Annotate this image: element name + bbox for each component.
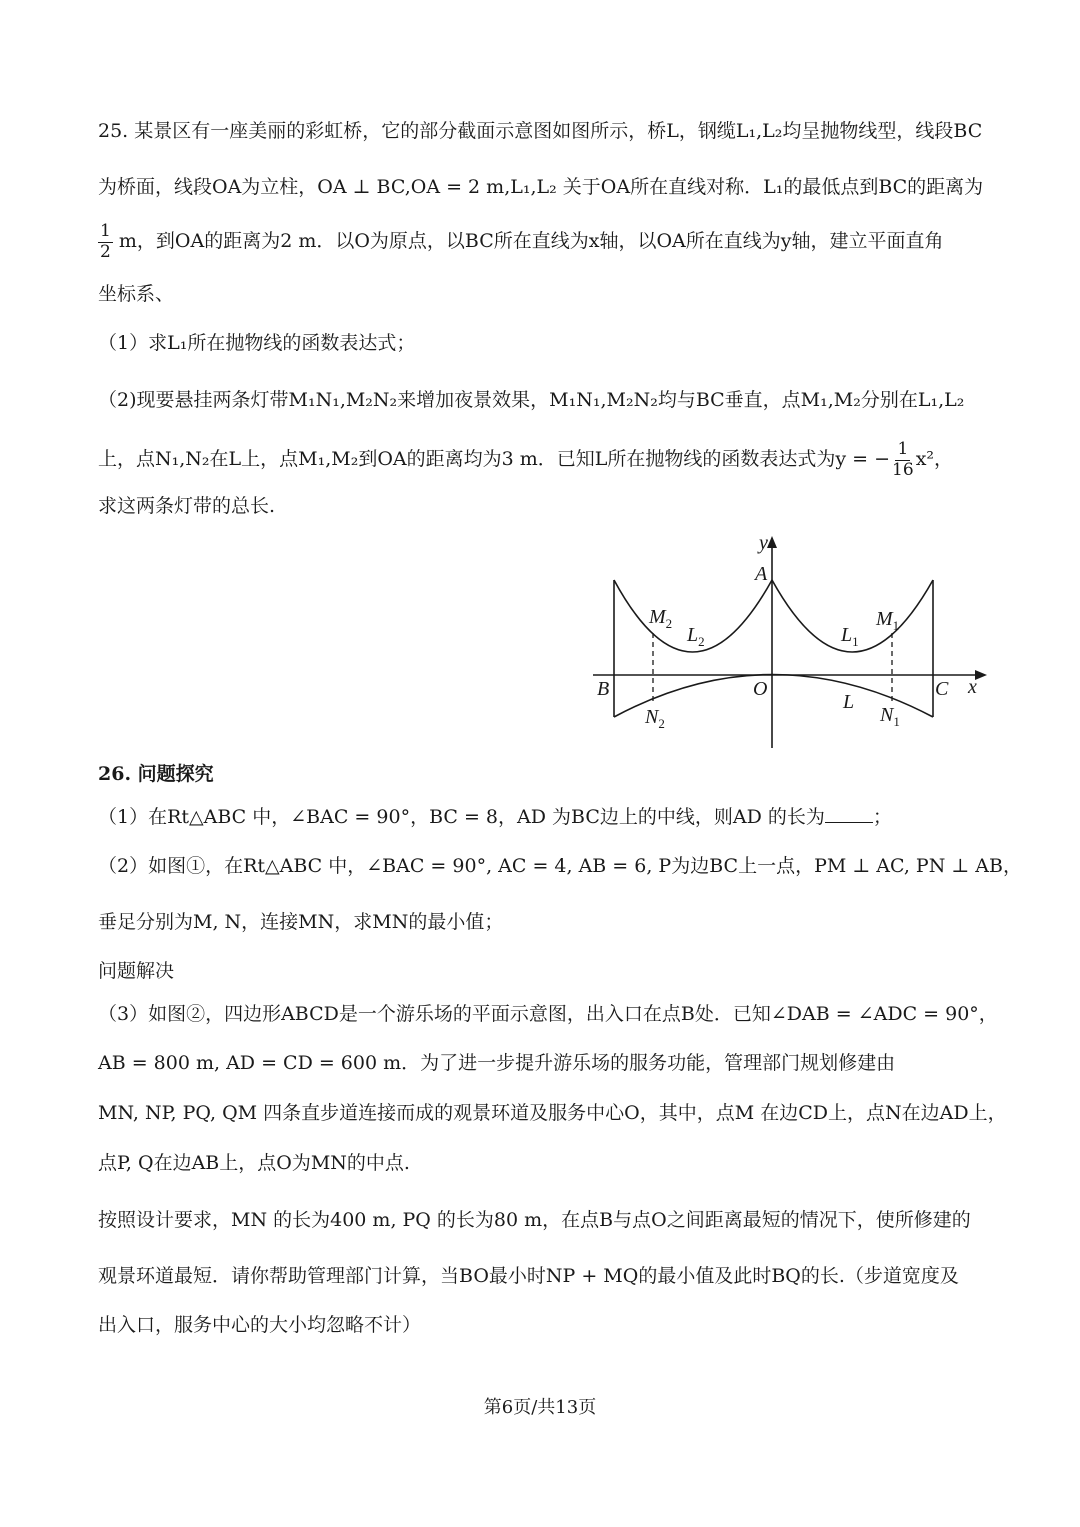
page-footer: 第6页/共13页	[483, 1397, 597, 1418]
q26-part1	[98, 808, 892, 827]
q26-part3-line2: AB = 800 m, AD = CD = 600 m．为了进一步提升游乐场的服务功能，管理部门规划修建由	[98, 1052, 896, 1074]
q25-line2: 为桥面，线段OA为立柱，OA ⊥ BC,OA = 2 m,L₁,L₂ 关于OA所在直线对称．L₁的最低点到BC的距离为	[98, 176, 984, 198]
label-x: x	[968, 676, 977, 698]
q25-line1: 25. 某景区有一座美丽的彩虹桥，它的部分截面示意图如图所示，桥L，钢缆L₁,L₂均呈抛物线型，线段BC	[98, 120, 983, 142]
q25-line4: 坐标系、	[98, 283, 175, 305]
q26-part3-line4: 点P, Q在边AB上，点O为MN的中点.	[98, 1152, 410, 1174]
q25-part1: （1）求L₁所在抛物线的函数表达式；	[98, 332, 416, 354]
fraction-one-half: $\frac{1}{2}$	[100, 221, 111, 262]
q26-part2-line1: （2）如图①，在Rt△ABC 中，∠BAC = 90°, AC = 4, AB = 6, P为边BC上一点，PM ⊥ AC, PN ⊥ AB，	[98, 855, 1022, 877]
q25-part2-line1: （2)现要悬挂两条灯带M₁N₁,M₂N₂来增加夜景效果，M₁N₁,M₂N₂均与BC垂直，点M₁,M₂分别在L₁,L₂	[98, 389, 965, 411]
q25-part2-line2	[98, 440, 953, 480]
q26-part1-tail: ；	[872, 806, 892, 828]
q26-part1-text: （1）在Rt△ABC 中，∠BAC = 90°，BC = 8，AD 为BC边上的中线，则AD 的长为	[98, 806, 825, 828]
bridge-diagram	[585, 532, 995, 754]
q26-solve-title: 问题解决	[98, 960, 175, 982]
q26-part2-line2: 垂足分别为M, N，连接MN，求MN的最小值；	[98, 911, 504, 933]
q25-part2-line2-tail: x²，	[915, 448, 954, 471]
answer-blank[interactable]	[825, 822, 873, 823]
q26-part3-line1: （3）如图②，四边形ABCD是一个游乐场的平面示意图，出入口在点B处．已知∠DAB = ∠ADC = 90°，	[98, 1003, 998, 1025]
label-N2: $N_2$	[645, 706, 665, 731]
label-L: L	[843, 691, 855, 713]
q26-title: 26. 问题探究	[98, 763, 214, 785]
q25-line3-text: m，到OA的距离为2 m．以O为原点，以BC所在直线为x轴，以OA所在直线为y轴，建立平面直角	[118, 230, 944, 253]
label-N1: $N_1$	[880, 704, 900, 729]
label-L1: $L_1$	[841, 624, 859, 649]
q26-part3-line7: 出入口，服务中心的大小均忽略不计）	[98, 1314, 422, 1336]
q26-part3-line3: MN, NP, PQ, QM 四条直步道连接而成的观景环道及服务中心O，其中，点M 在边CD上，点N在边AD上，	[98, 1102, 1007, 1124]
q25-part2-line2-text: 上，点N₁,N₂在L上，点M₁,M₂到OA的距离均为3 m．已知L所在抛物线的函数表达式为y = −	[98, 448, 891, 471]
y-axis-arrow	[767, 536, 777, 548]
label-L2: $L_2$	[687, 624, 705, 649]
q25-part2-line3: 求这两条灯带的总长.	[98, 495, 276, 517]
fraction-one-sixteenth: $\frac{1}{16}$	[892, 439, 914, 480]
label-M1: $M_1$	[876, 608, 900, 633]
q25-line3	[98, 222, 944, 262]
q26-part3-line5: 按照设计要求，MN 的长为400 m, PQ 的长为80 m，在点B与点O之间距离最短的情况下，使所修建的	[98, 1209, 971, 1231]
label-A: A	[755, 563, 768, 585]
label-M2: $M_2$	[649, 606, 673, 631]
label-C: C	[935, 678, 949, 700]
q26-part3-line6: 观景环道最短．请你帮助管理部门计算，当BO最小时NP + MQ的最小值及此时BQ的长.（步道宽度及	[98, 1265, 959, 1287]
label-O: O	[753, 678, 768, 700]
label-B: B	[597, 678, 610, 700]
label-y: y	[759, 532, 768, 554]
